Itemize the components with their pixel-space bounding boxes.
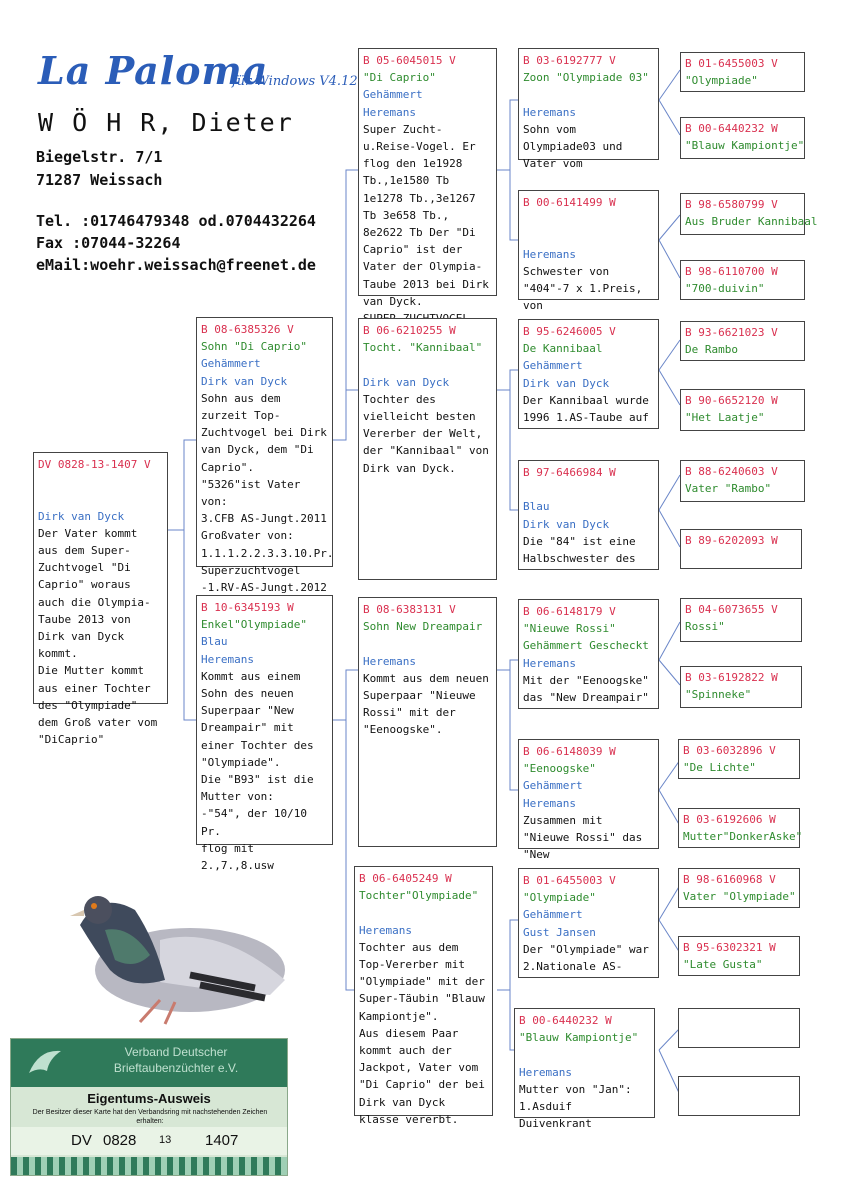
pigeon-name: Sohn "Di Caprio" bbox=[201, 340, 307, 354]
pedigree-mother bbox=[196, 595, 333, 873]
pigeon-name: "Blauw Kampiontje" bbox=[685, 139, 805, 152]
ring-number: B 93-6621023 V bbox=[685, 326, 778, 339]
description: Tochter des vielleicht besten Vererber der Welt, der "Kannibaal" von Dirk van Dyck. bbox=[363, 392, 489, 475]
owner-name: W Ö H R, Dieter bbox=[38, 108, 294, 137]
pedigree-gggp-6 bbox=[680, 389, 805, 431]
card-ring-year: 13 bbox=[159, 1134, 172, 1146]
pedigree-gggp-13 bbox=[678, 868, 800, 908]
color: Blau bbox=[201, 635, 228, 649]
pedigree-ggp-7 bbox=[518, 868, 659, 978]
pedigree-gggp-2 bbox=[680, 117, 805, 159]
card-org-line2: Brieftaubenzüchter e.V. bbox=[113, 1061, 239, 1075]
pedigree-ggp-6 bbox=[518, 739, 659, 862]
owner-city: 71287 Weissach bbox=[36, 171, 163, 189]
description: Mutter von "Jan": 1.Asduif Duivenkrant bbox=[519, 1082, 632, 1131]
pigeon-name: "Blauw Kampiontje" bbox=[519, 1031, 639, 1045]
card-ring-number: 1407 bbox=[205, 1132, 239, 1149]
pedigree-father-father bbox=[358, 48, 497, 308]
ring-number: B 95-6246005 V bbox=[523, 325, 616, 338]
breeder: Heremans bbox=[363, 105, 416, 119]
breeder: Gust Jansen bbox=[523, 925, 596, 939]
ring-number: B 10-6345193 W bbox=[201, 601, 294, 614]
pigeon-name: "Late Gusta" bbox=[683, 958, 763, 971]
description: Der Kannibaal wurde 1996 1.AS-Taube auf bbox=[523, 393, 649, 425]
breeder: Heremans bbox=[523, 656, 576, 670]
pedigree-ggp-5 bbox=[518, 599, 659, 709]
breeder: Heremans bbox=[359, 923, 412, 937]
ring-number: B 06-6148039 W bbox=[523, 745, 616, 758]
pedigree-father bbox=[196, 317, 334, 595]
breeder: Dirk van Dyck bbox=[523, 376, 610, 390]
pedigree-gggp-14 bbox=[678, 936, 800, 976]
description: Der "Olympiade" war 2.Nationale AS- bbox=[523, 942, 649, 974]
pigeon-name: "Olympiade" bbox=[685, 74, 758, 87]
ring-number: B 08-6385326 V bbox=[201, 323, 294, 336]
color: Gehämmert bbox=[523, 359, 583, 373]
ring-number: B 03-6192606 W bbox=[683, 813, 776, 826]
ring-number: B 08-6383131 V bbox=[363, 603, 456, 616]
color: Blau bbox=[523, 500, 550, 514]
pigeon-name: De Rambo bbox=[685, 343, 738, 356]
description: Sohn vom Olympiade03 und Vater vom bbox=[523, 122, 623, 171]
description: Die "84" ist eine Halbschwester des bbox=[523, 534, 636, 566]
pedigree-gggp-16 bbox=[678, 1076, 800, 1116]
pigeon-name: Rossi" bbox=[685, 620, 725, 633]
pedigree-gggp-3 bbox=[680, 193, 818, 235]
ring-number: B 98-6160968 V bbox=[683, 873, 776, 886]
breeder: Dirk van Dyck bbox=[363, 375, 450, 389]
description: Schwester von "404"-7 x 1.Preis, von bbox=[523, 264, 643, 313]
ring-number: B 98-6110700 W bbox=[685, 265, 778, 278]
pigeon-name: Zoon "Olympiade 03" bbox=[523, 71, 649, 85]
pedigree-ggp-3 bbox=[518, 319, 659, 429]
breeder: Dirk van Dyck bbox=[201, 374, 288, 388]
ring-number: B 88-6240603 V bbox=[685, 465, 778, 478]
color: Gehämmert bbox=[201, 357, 261, 371]
ring-number: B 06-6405249 W bbox=[359, 872, 452, 885]
color: Gehämmert bbox=[363, 88, 423, 102]
pigeon-name: Enkel"Olympiade" bbox=[201, 618, 307, 632]
ring-number: B 89-6202093 W bbox=[685, 534, 778, 547]
card-pattern-strip bbox=[11, 1157, 287, 1175]
breeder: Heremans bbox=[523, 247, 576, 261]
pigeon-name: Vater "Rambo" bbox=[685, 482, 772, 495]
ring-number: B 06-6210255 W bbox=[363, 324, 456, 337]
ring-number: B 90-6652120 W bbox=[685, 394, 778, 407]
card-title: Eigentums-Ausweis bbox=[87, 1091, 211, 1106]
app-version: für Windows V4.12 bbox=[232, 74, 358, 89]
pedigree-gggp-7 bbox=[680, 460, 805, 502]
card-ring-row bbox=[11, 1127, 287, 1155]
pedigree-mother-mother bbox=[354, 866, 493, 1126]
pedigree-gggp-11 bbox=[678, 739, 800, 779]
pigeon-name: De Kannibaal bbox=[523, 342, 603, 356]
pigeon-name: "Eenoogske" bbox=[523, 762, 596, 776]
pedigree-gggp-1 bbox=[680, 52, 805, 92]
pigeon-name: Aus Bruder Kannibaal bbox=[685, 215, 818, 228]
breeder: Heremans bbox=[523, 105, 576, 119]
pigeon-name: "700-duivin" bbox=[685, 282, 765, 295]
ring-number: B 06-6148179 V bbox=[523, 605, 616, 618]
pedigree-mother-father bbox=[358, 597, 497, 847]
owner-email: eMail:woehr.weissach@freenet.de bbox=[36, 256, 316, 274]
pigeon-name: "Di Caprio" bbox=[363, 71, 436, 85]
ring-number: B 01-6455003 V bbox=[523, 874, 616, 887]
ring-number: B 03-6032896 V bbox=[683, 744, 776, 757]
pedigree-ggp-4 bbox=[518, 460, 659, 570]
ring-number: B 05-6045015 V bbox=[363, 54, 456, 67]
pigeon-name: "De Lichte" bbox=[683, 761, 756, 774]
card-description: Der Besitzer dieser Karte hat den Verbandsring mit nachstehenden Zeichen erhalten: bbox=[32, 1109, 268, 1125]
description: Tochter aus dem Top-Vererber mit "Olympiade" mit der Super-Täubin "Blauw Kampiontje". Aus diesem Paar kommt auch der Jackpot, Vater vom "Di Caprio" der bei Dirk van Dyck klasse vererbt. bbox=[359, 940, 485, 1126]
pedigree-gggp-5 bbox=[680, 321, 805, 361]
pigeon-name: "Het Laatje" bbox=[685, 411, 765, 424]
pedigree-gggp-10 bbox=[680, 666, 802, 708]
pedigree-gggp-12 bbox=[678, 808, 803, 848]
color: Gehämmert bbox=[523, 908, 583, 922]
description: Kommt aus dem neuen Superpaar "Nieuwe Rossi" mit der "Eenoogske". bbox=[363, 671, 489, 737]
description: Zusammen mit "Nieuwe Rossi" das "New bbox=[523, 813, 643, 862]
ownership-card bbox=[10, 1038, 288, 1176]
ring-number: B 00-6141499 W bbox=[523, 196, 616, 209]
pigeon-name: Tochter"Olympiade" bbox=[359, 889, 479, 903]
breeder: Dirk van Dyck bbox=[523, 517, 610, 531]
color: Gehämmert bbox=[523, 779, 583, 793]
pedigree-gggp-4 bbox=[680, 260, 805, 300]
ring-number: B 95-6302321 W bbox=[683, 941, 776, 954]
pedigree-gggp-9 bbox=[680, 598, 802, 642]
description: Kommt aus einem Sohn des neuen Superpaar "New Dreampair" mit einer Tochter des "Olympiade". Die "B93" ist die Mutter von: -"54", der 10/10 Pr. flog mit 2.,7.,8.usw bbox=[201, 669, 314, 873]
breeder: Heremans bbox=[201, 652, 254, 666]
pedigree-father-mother bbox=[358, 318, 497, 580]
breeder: Heremans bbox=[519, 1065, 572, 1079]
breeder: Dirk van Dyck bbox=[38, 509, 125, 523]
ring-number: B 01-6455003 V bbox=[685, 57, 778, 70]
pedigree-subject bbox=[33, 452, 168, 747]
description: Der Vater kommt aus dem Super-Zuchtvogel "Di Caprio" woraus auch die Olympia-Taube 2013 von Dirk van Dyck kommt. Die Mutter kommt aus einer Tochter des "Olympiade" dem Groß vater vom "DiCaprio" bbox=[38, 526, 158, 747]
ring-number: B 03-6192777 V bbox=[523, 54, 616, 67]
pigeon-name: "Spinneke" bbox=[685, 688, 752, 701]
pigeon-name: Sohn New Dreampair bbox=[363, 620, 483, 634]
owner-fax: Fax :07044-32264 bbox=[36, 234, 181, 252]
description: Super Zucht-u.Reise-Vogel. Er flog den 1e1928 Tb.,1e1580 Tb 1e1278 Tb.,3e1267 Tb 3e658 Tb., 8e2622 Tb Der "Di Caprio" ist der Vater der Olympia-Taube 2013 bei Dirk van Dyck. bbox=[363, 122, 489, 308]
ring-number: B 04-6073655 V bbox=[685, 603, 778, 616]
pedigree-gggp-15 bbox=[678, 1008, 800, 1048]
pigeon-name: Mutter"DonkerAske" bbox=[683, 830, 803, 843]
description: Mit der "Eenoogske" das "New Dreampair" bbox=[523, 673, 649, 705]
pigeon-name: "Nieuwe Rossi" bbox=[523, 622, 616, 636]
breeder: Heremans bbox=[523, 796, 576, 810]
pedigree-ggp-1 bbox=[518, 48, 659, 171]
pigeon-name: "Olympiade" bbox=[523, 891, 596, 905]
ring-number: B 97-6466984 W bbox=[523, 466, 616, 479]
pedigree-ggp-2 bbox=[518, 190, 659, 313]
ring-number: B 03-6192822 W bbox=[685, 671, 778, 684]
card-ring-club: 0828 bbox=[103, 1132, 137, 1149]
description: Sohn aus dem zurzeit Top-Zuchtvogel bei Dirk van Dyck, dem "Di Caprio". "5326"ist Vater von: 3.CFB AS-Jungt.2011 Großvater von: 1.1.1.2.2.3.3.10.Pr. Superzuchtvogel -1.RV-AS-Jungt.2012 bbox=[201, 391, 334, 595]
owner-street: Biegelstr. 7/1 bbox=[36, 148, 163, 166]
pedigree-gggp-8 bbox=[680, 529, 802, 569]
card-ring-prefix: DV bbox=[71, 1132, 92, 1149]
color: Gehämmert Gescheckt bbox=[523, 639, 649, 653]
pigeon-name: Tocht. "Kannibaal" bbox=[363, 341, 483, 355]
app-logo: La Paloma bbox=[38, 48, 269, 93]
owner-tel: Tel. :01746479348 od.0704432264 bbox=[36, 212, 316, 230]
ring-number: B 00-6440232 W bbox=[685, 122, 778, 135]
ring-number: B 00-6440232 W bbox=[519, 1014, 612, 1027]
card-org-line1: Verband Deutscher bbox=[124, 1045, 228, 1059]
dove-logo-icon bbox=[25, 1045, 65, 1081]
ring-number: DV 0828-13-1407 V bbox=[38, 458, 151, 471]
ring-number: B 98-6580799 V bbox=[685, 198, 778, 211]
pigeon-name: Vater "Olympiade" bbox=[683, 890, 796, 903]
pedigree-ggp-8 bbox=[514, 1008, 655, 1131]
pigeon-image bbox=[40, 870, 290, 1030]
breeder: Heremans bbox=[363, 654, 416, 668]
